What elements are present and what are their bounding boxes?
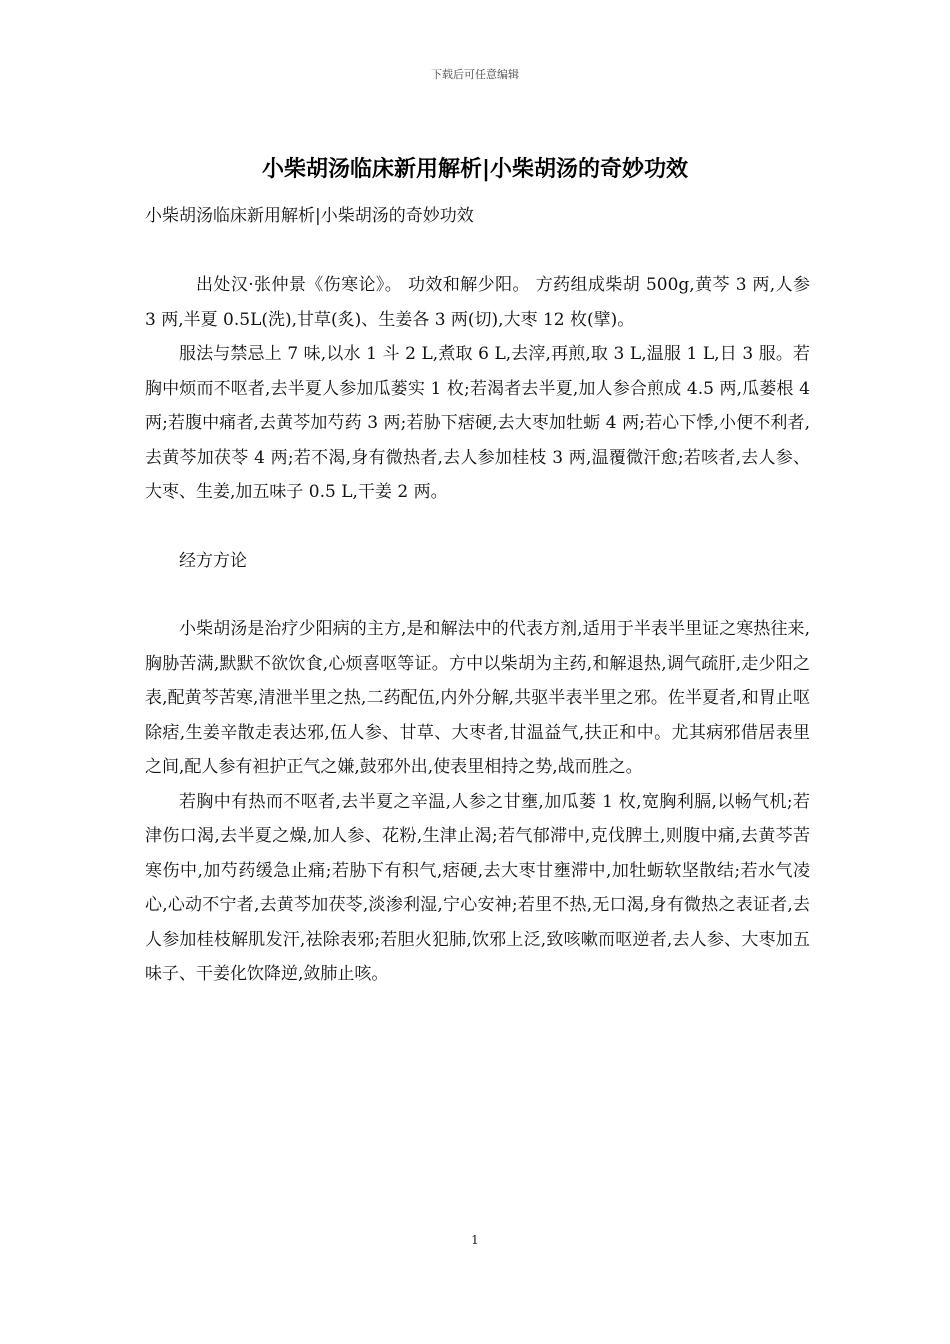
- page-title: 小柴胡汤临床新用解析|小柴胡汤的奇妙功效: [261, 157, 689, 182]
- paragraph-modifications: 若胸中有热而不呕者,去半夏之辛温,人参之甘壅,加瓜蒌 1 枚,宽胸利膈,以畅气机;若津伤口渴,去半夏之燥,加人参、花粉,生津止渴;若气郁滞中,克伐脾土,则腹中痛,去黄芩苦寒伤中,加芍药缓急止痛;若胁下有积气,痞硬,去大枣甘壅滞中,加牡蛎软坚散结;若水气凌心,心动不宁者,去黄芩加茯苓,淡渗利湿,宁心安神;若里不热,无口渴,身有微热之表证者,去人参加桂枝解肌发汗,祛除表邪;若胆火犯肺,饮邪上泛,致咳嗽而呕逆者,去人参、大枣加五味子、干姜化饮降逆,敛肺止咳。: [145, 791, 810, 984]
- document-body: [145, 268, 810, 992]
- paragraph-usage: 服法与禁忌上 7 味,以水 1 斗 2 L,煮取 6 L,去滓,再煎,取 3 L,温服 1 L,日 3 服。若胸中烦而不呕者,去半夏人参加瓜蒌实 1 枚;若渴者去半夏,加人参合煎成 4.5 两,瓜蒌根 4 两;若腹中痛者,去黄芩加芍药 3 两;若胁下痞硬,去大枣加牡蛎 4 两;若心下悸,小便不利者,去黄芩加茯苓 4 两;若不渴,身有微热者,去人参加桂枝 3 两,温覆微汗愈;若咳者,去人参、大枣、生姜,加五味子 0.5 L,干姜 2 两。: [145, 344, 810, 502]
- page-subtitle: 小柴胡汤临床新用解析|小柴胡汤的奇妙功效: [145, 206, 474, 226]
- paragraph-source: 出处汉·张仲景《伤寒论》。 功效和解少阳。 方药组成柴胡 500g,黄芩 3 两,人参 3 两,半夏 0.5L(洗),甘草(炙)、生姜各 3 两(切),大枣 12 枚(擘)。: [145, 275, 810, 330]
- page-number: 1: [471, 1233, 479, 1247]
- paragraph-analysis: 小柴胡汤是治疗少阳病的主方,是和解法中的代表方剂,适用于半表半里证之寒热往来,胸胁苦满,默默不欲饮食,心烦喜呕等证。方中以柴胡为主药,和解退热,调气疏肝,走少阳之表,配黄芩苦寒,清泄半里之热,二药配伍,内外分解,共驱半表半里之邪。佐半夏者,和胃止呕除痞,生姜辛散走表达邪,伍人参、甘草、大枣者,甘温益气,扶正和中。尤其病邪借居表里之间,配人参有袒护正气之嫌,鼓邪外出,使表里相持之势,战而胜之。: [145, 619, 810, 777]
- header-note: 下载后可任意编辑: [431, 68, 519, 81]
- section-heading: 经方方论: [179, 550, 247, 571]
